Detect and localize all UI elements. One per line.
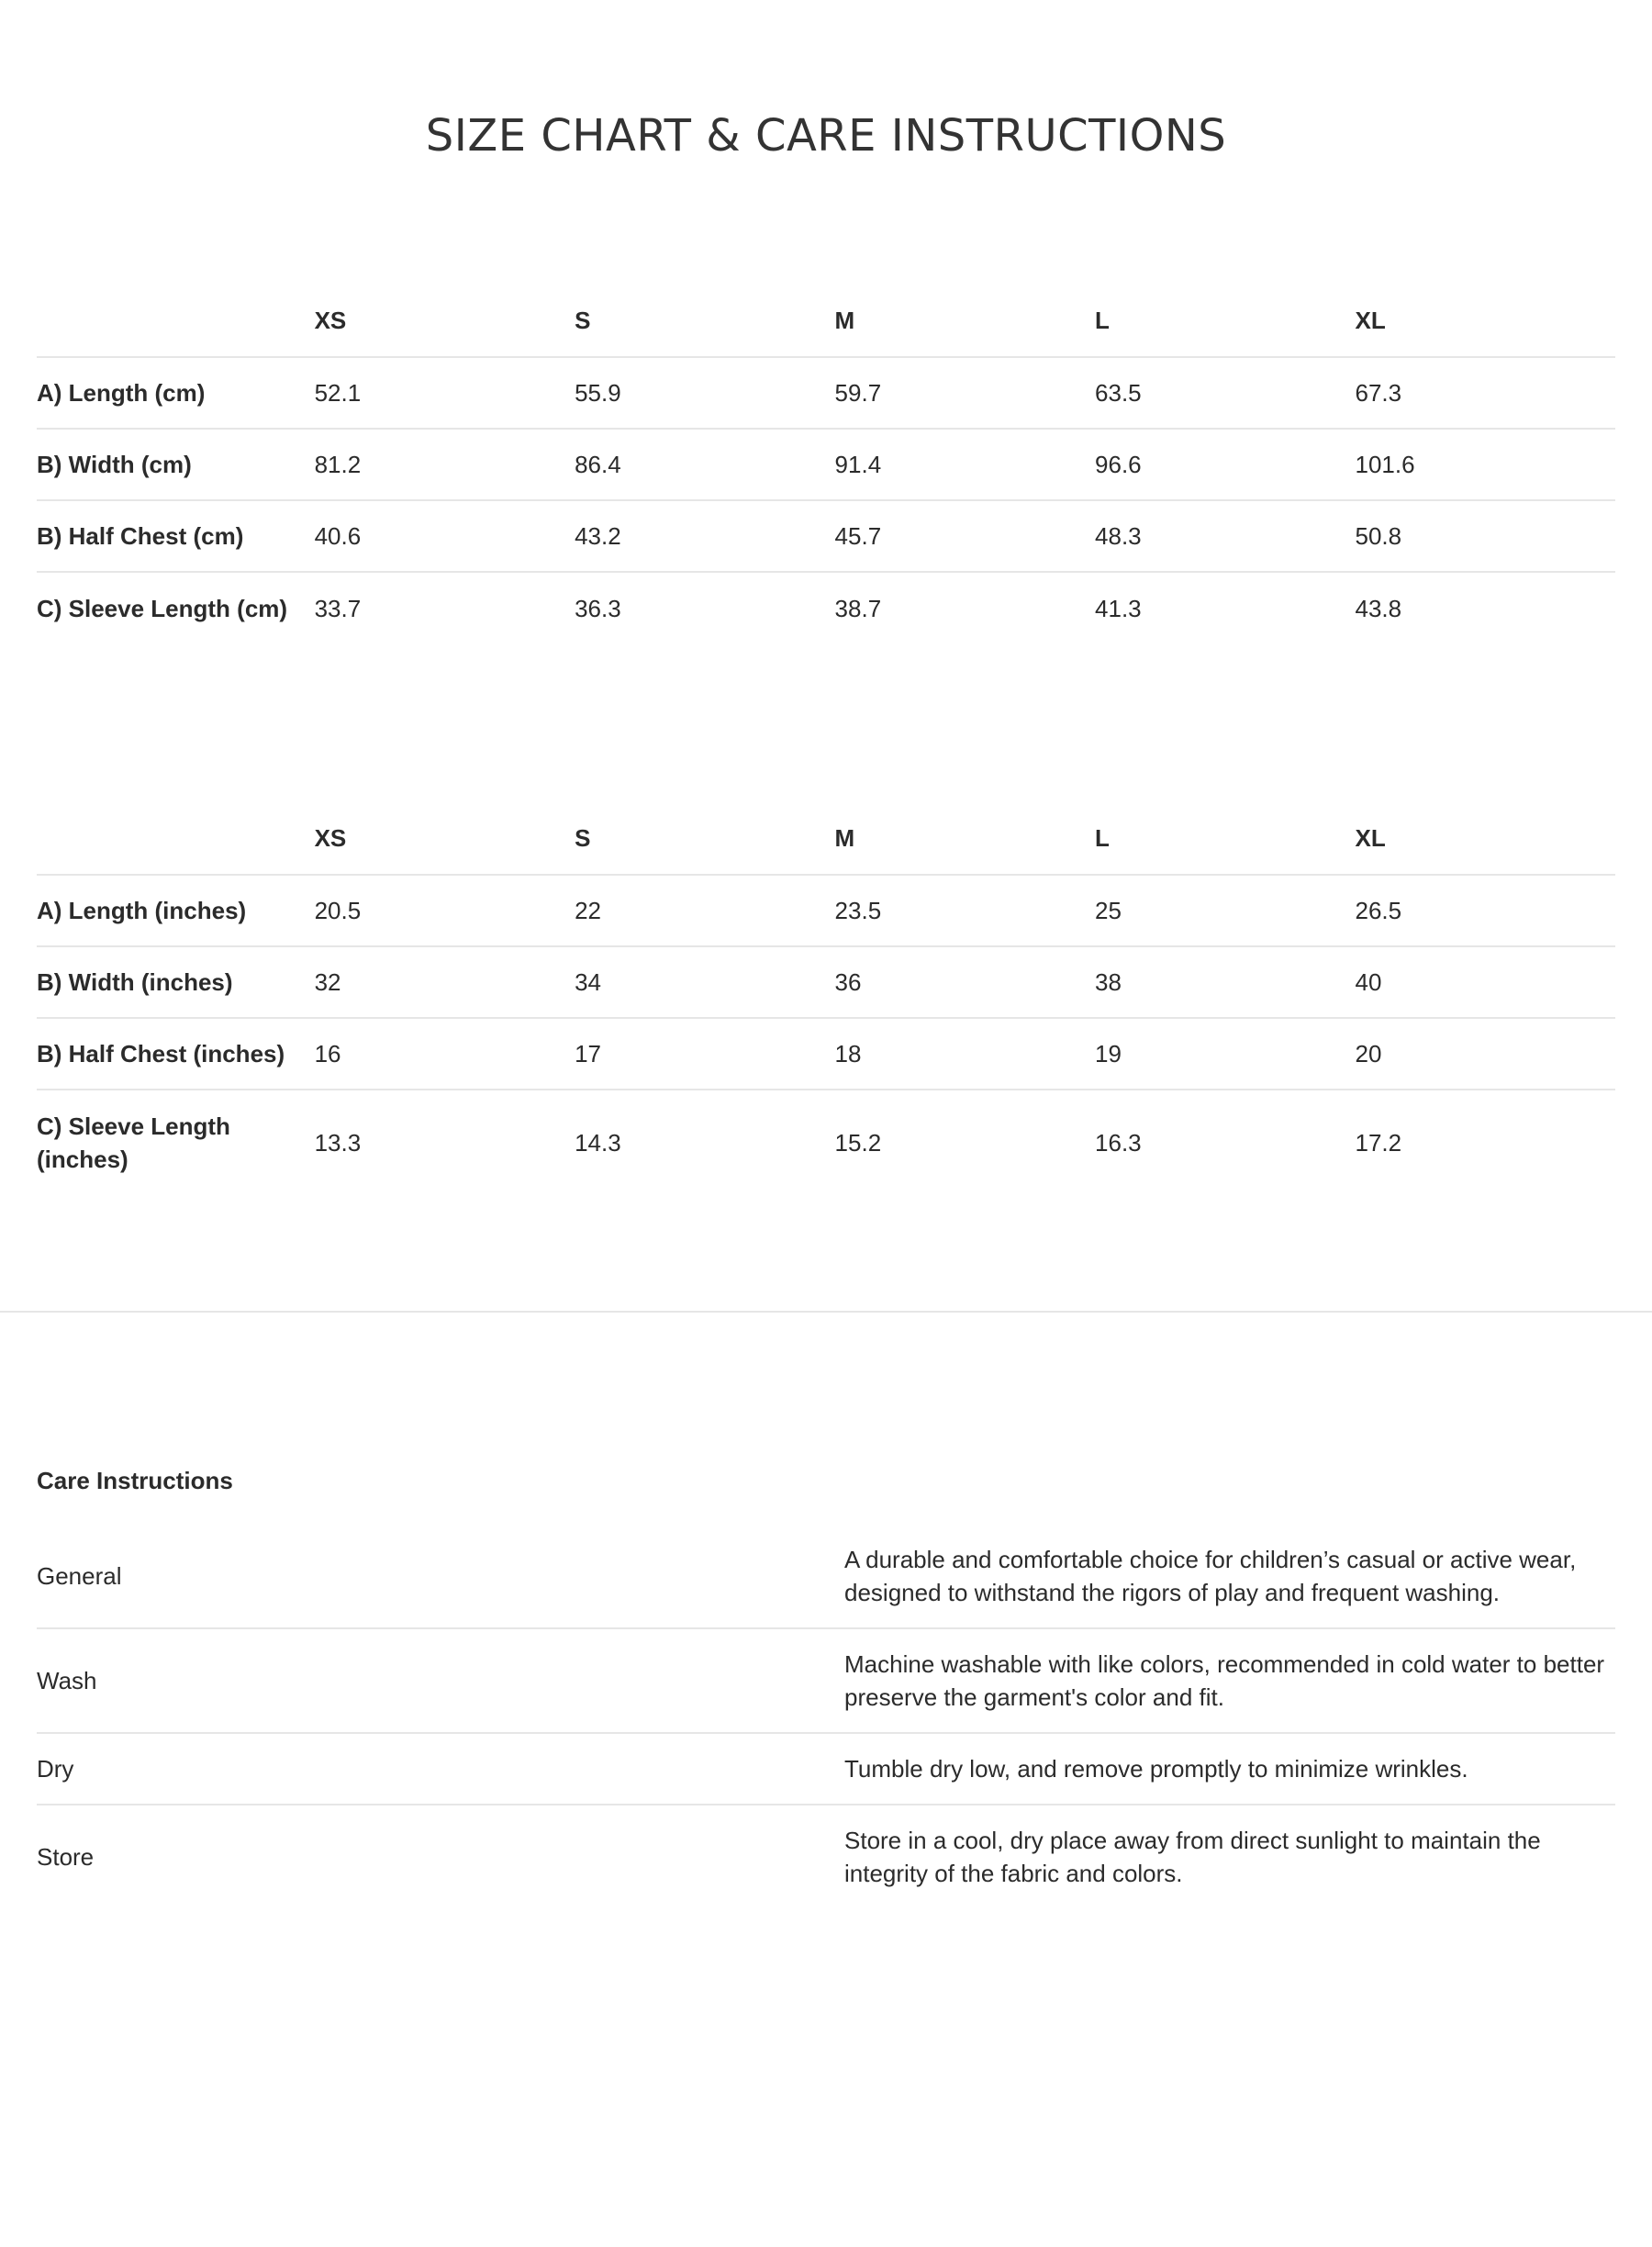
column-header-xl: XL xyxy=(1355,824,1386,852)
table-cell: 38 xyxy=(1095,968,1122,996)
table-cell: 50.8 xyxy=(1355,522,1402,550)
column-header-s: S xyxy=(575,307,591,334)
table-cell: 40 xyxy=(1355,968,1382,996)
row-label: B) Width (cm) xyxy=(37,451,192,478)
table-cell: 96.6 xyxy=(1095,451,1142,478)
table-cell: 20.5 xyxy=(314,897,362,924)
table-header-row xyxy=(37,802,1615,876)
care-label: Dry xyxy=(37,1755,74,1783)
table-row xyxy=(37,876,1615,947)
row-label: B) Width (inches) xyxy=(37,968,233,996)
table-cell: 25 xyxy=(1095,897,1122,924)
care-instructions-title: Care Instructions xyxy=(37,1467,233,1494)
table-cell: 91.4 xyxy=(834,451,882,478)
table-cell: 15.2 xyxy=(834,1129,882,1157)
size-table-cm xyxy=(37,285,1615,644)
column-header-l: L xyxy=(1095,307,1110,334)
table-cell: 36.3 xyxy=(575,595,621,622)
table-cell: 81.2 xyxy=(314,451,362,478)
table-row xyxy=(37,1019,1615,1090)
row-label: C) Sleeve Length (cm) xyxy=(37,595,288,622)
care-row-store xyxy=(37,1805,1615,1908)
table-cell: 48.3 xyxy=(1095,522,1142,550)
section-divider xyxy=(0,1311,1652,1313)
row-label: B) Half Chest (cm) xyxy=(37,522,244,550)
care-text: Machine washable with like colors, recommended in cold water to better preserve the garment's color and fit. xyxy=(844,1650,1605,1711)
table-cell: 45.7 xyxy=(834,522,882,550)
care-row-dry xyxy=(37,1734,1615,1805)
column-header-m: M xyxy=(834,307,855,334)
table-row xyxy=(37,1090,1615,1195)
table-header-row xyxy=(37,285,1615,358)
table-cell: 34 xyxy=(575,968,601,996)
row-label: A) Length (cm) xyxy=(37,379,206,407)
table-cell: 22 xyxy=(575,897,601,924)
size-table-inches xyxy=(37,802,1615,1195)
table-cell: 16 xyxy=(314,1040,341,1068)
table-cell: 32 xyxy=(314,968,341,996)
table-cell: 17 xyxy=(575,1040,601,1068)
table-cell: 52.1 xyxy=(314,379,362,407)
table-cell: 36 xyxy=(834,968,862,996)
care-text: Tumble dry low, and remove promptly to minimize wrinkles. xyxy=(844,1755,1468,1783)
care-label: General xyxy=(37,1562,122,1590)
table-cell: 23.5 xyxy=(834,897,882,924)
table-cell: 59.7 xyxy=(834,379,882,407)
row-label: C) Sleeve Length (inches) xyxy=(37,1112,230,1173)
table-cell: 86.4 xyxy=(575,451,621,478)
table-cell: 17.2 xyxy=(1355,1129,1402,1157)
column-header-xs: XS xyxy=(314,307,347,334)
table-row xyxy=(37,947,1615,1019)
care-label: Wash xyxy=(37,1667,97,1694)
page-title: SIZE CHART & CARE INSTRUCTIONS xyxy=(425,110,1227,162)
table-cell: 67.3 xyxy=(1355,379,1402,407)
table-cell: 38.7 xyxy=(834,595,882,622)
table-row xyxy=(37,430,1615,501)
table-cell: 19 xyxy=(1095,1040,1122,1068)
table-row xyxy=(37,501,1615,573)
table-cell: 41.3 xyxy=(1095,595,1142,622)
table-row xyxy=(37,573,1615,644)
row-label: B) Half Chest (inches) xyxy=(37,1040,285,1068)
care-row-general xyxy=(37,1525,1615,1629)
table-cell: 13.3 xyxy=(314,1129,362,1157)
table-cell: 43.8 xyxy=(1355,595,1402,622)
table-cell: 55.9 xyxy=(575,379,621,407)
table-cell: 18 xyxy=(834,1040,862,1068)
care-text: Store in a cool, dry place away from direct sunlight to maintain the integrity of the fabric and colors. xyxy=(844,1827,1541,1887)
table-cell: 43.2 xyxy=(575,522,621,550)
care-row-wash xyxy=(37,1629,1615,1734)
column-header-l: L xyxy=(1095,824,1110,852)
column-header-m: M xyxy=(834,824,855,852)
care-instructions-section xyxy=(37,1464,1615,1908)
table-cell: 14.3 xyxy=(575,1129,621,1157)
table-row xyxy=(37,358,1615,430)
column-header-xs: XS xyxy=(314,824,347,852)
table-cell: 33.7 xyxy=(314,595,362,622)
table-cell: 63.5 xyxy=(1095,379,1142,407)
table-cell: 40.6 xyxy=(314,522,362,550)
row-label: A) Length (inches) xyxy=(37,897,247,924)
care-label: Store xyxy=(37,1843,95,1871)
table-cell: 16.3 xyxy=(1095,1129,1142,1157)
column-header-s: S xyxy=(575,824,591,852)
table-cell: 26.5 xyxy=(1355,897,1402,924)
column-header-xl: XL xyxy=(1355,307,1386,334)
table-cell: 101.6 xyxy=(1355,451,1415,478)
table-cell: 20 xyxy=(1355,1040,1382,1068)
care-text: A durable and comfortable choice for children’s casual or active wear, designed to withstand the rigors of play and frequent washing. xyxy=(844,1546,1577,1606)
